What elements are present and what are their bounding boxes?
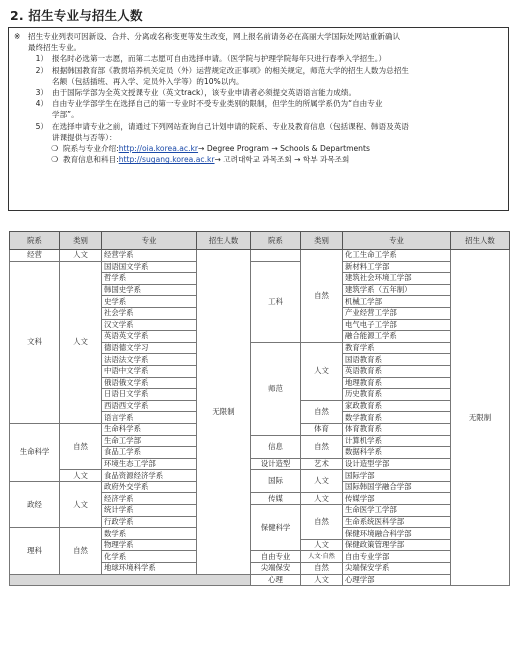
category-cell: 人文: [301, 342, 343, 400]
major-cell: 食品工学系: [102, 447, 197, 459]
major-cell: 建筑社会环境工学部: [343, 273, 451, 285]
major-cell: 西语西文学系: [102, 400, 197, 412]
table-header-row: [10, 232, 510, 250]
notice-mark: ※: [14, 32, 21, 41]
college-cell: 理科: [10, 528, 60, 574]
major-cell: 哲学系: [102, 273, 197, 285]
major-cell: 国际韩国学融合学部: [343, 481, 451, 493]
notice-item-1: 1） 报名时必选第一志愿，而第二志愿可自由选择申请。（医学院与护理学院每年只进行春季入学招生。）: [35, 54, 387, 64]
major-table: [9, 231, 510, 586]
college-cell: 经营: [10, 250, 60, 262]
quota-cell: 无限制: [451, 250, 510, 586]
major-cell: 国语教育系: [343, 354, 451, 366]
major-cell: 计算机学系: [343, 435, 451, 447]
college-cell: 政经: [10, 481, 60, 527]
major-cell: 教育学系: [343, 342, 451, 354]
major-cell: 经营学系: [102, 250, 197, 262]
major-cell: 数据科学系: [343, 447, 451, 459]
college-cell: 传媒: [251, 493, 301, 505]
college-cell: 师范: [251, 342, 301, 435]
notice-item-5: 5） 在选择申请专业之前，请通过下列网站查询自己计划申请的院系、专业及教育信息（包括课程、韩语及英语: [35, 121, 409, 131]
major-cell: 化学系: [102, 551, 197, 563]
college-cell: [251, 250, 301, 262]
major-cell: 传媒学部: [343, 493, 451, 505]
link-label: 院系与专业介绍:: [63, 144, 119, 154]
major-cell: 生命医学工学部: [343, 505, 451, 517]
notice-item-5-cont: 讲课提供与否等）：: [52, 132, 117, 142]
major-cell: 韩国史学系: [102, 284, 197, 296]
oia-link[interactable]: http://oia.korea.ac.kr: [118, 144, 199, 154]
major-cell: 汉文学系: [102, 319, 197, 331]
college-cell: 文科: [10, 261, 60, 423]
major-cell: 日语日文学系: [102, 389, 197, 401]
category-cell: 人文: [60, 481, 102, 527]
major-cell: 自由专业学部: [343, 551, 451, 563]
notice-intro-line1: 招生专业列表可因新设、合并、分离或名称变更等发生改变，网上报名前请务必在高丽大学国际处网站重新确认: [28, 32, 401, 41]
major-cell: 保健政策管理学部: [343, 539, 451, 551]
major-cell: 新材料工学部: [343, 261, 451, 273]
major-cell: 史学系: [102, 296, 197, 308]
major-cell: 生命工学部: [102, 435, 197, 447]
col-header-quota: 招生人数: [197, 232, 251, 250]
major-cell: 食品资源经济学系: [102, 470, 197, 482]
col-header-category: 类别: [301, 232, 343, 250]
major-cell: 国语国文学系: [102, 261, 197, 273]
col-header-college: 院系: [10, 232, 60, 250]
major-cell: 尖端保安学系: [343, 563, 451, 575]
category-cell: 自然: [60, 423, 102, 469]
link-path: → 고려대학교 과목조회 → 학부 과목조회: [214, 155, 350, 165]
category-cell: 人文: [60, 250, 102, 262]
major-cell: 体育教育系: [343, 423, 451, 435]
category-cell: 自然: [301, 400, 343, 423]
notice-item-4: 4） 自由专业学部学生在选择自己的第一专业时不受专业类别的限制，但学生的所属学系仍为“自由专业: [35, 99, 383, 109]
major-cell: 数学教育系: [343, 412, 451, 424]
circle-bullet-icon: ❍: [51, 144, 59, 154]
college-cell: 保健科学: [251, 505, 301, 551]
college-cell: 设计造型: [251, 458, 301, 470]
major-cell: 心理学部: [343, 574, 451, 586]
major-cell: 社会学系: [102, 307, 197, 319]
major-cell: 法语法文学系: [102, 354, 197, 366]
category-cell: 自然: [301, 505, 343, 540]
category-cell: 自然: [60, 528, 102, 574]
major-cell: 物理学系: [102, 539, 197, 551]
col-header-major: 专业: [102, 232, 197, 250]
link-row-oia: [51, 143, 503, 154]
notice-intro-line2: 最终招生专业。: [28, 43, 82, 53]
link-row-sugang: [51, 154, 503, 165]
category-cell: 艺术: [301, 458, 343, 470]
col-header-category: 类别: [60, 232, 102, 250]
section-title: 2. 招生专业与招生人数: [10, 8, 143, 23]
major-cell: 产业经营工学部: [343, 307, 451, 319]
major-cell: 德语德文学习: [102, 342, 197, 354]
major-cell: 政府外交学系: [102, 481, 197, 493]
college-cell: 尖端保安: [251, 563, 301, 575]
quota-cell: 无限制: [197, 250, 251, 575]
col-header-major: 专业: [343, 232, 451, 250]
category-cell: 自然: [301, 435, 343, 458]
table-row: [10, 250, 510, 262]
major-cell: 数学系: [102, 528, 197, 540]
major-cell: 电气电子工学部: [343, 319, 451, 331]
category-cell: 体育: [301, 423, 343, 435]
table-row: [10, 261, 510, 273]
col-header-college: 院系: [251, 232, 301, 250]
major-cell: 语言学系: [102, 412, 197, 424]
category-cell: 自然: [301, 563, 343, 575]
empty-gray-cell: [10, 574, 251, 586]
major-cell: 国际学部: [343, 470, 451, 482]
major-cell: 地理教育系: [343, 377, 451, 389]
major-cell: 融合能源工学系: [343, 331, 451, 343]
major-cell: 生命科学系: [102, 423, 197, 435]
major-cell: 地球环境科学系: [102, 563, 197, 575]
major-cell: 建筑学系（五年制）: [343, 284, 451, 296]
notice-item-2: 2） 根据韩国教育部《教贯培养机关定员（外）运营规定改正事项》的相关规定，师范大学的招生人数为总招生: [35, 65, 409, 75]
college-cell: 信息: [251, 435, 301, 458]
category-cell: 人文·自然: [301, 551, 343, 563]
major-cell: 生命系统医科学部: [343, 516, 451, 528]
category-cell: 人文: [301, 470, 343, 493]
major-cell: 俄语俄文学系: [102, 377, 197, 389]
college-cell: 心理: [251, 574, 301, 586]
major-cell: 化工生命工学系: [343, 250, 451, 262]
category-cell: 人文: [301, 493, 343, 505]
college-cell: 工科: [251, 261, 301, 342]
major-cell: 设计造型学部: [343, 458, 451, 470]
major-cell: 经济学系: [102, 493, 197, 505]
college-cell: 生命科学: [10, 423, 60, 481]
circle-bullet-icon: ❍: [51, 155, 59, 165]
major-cell: 环境生态工学部: [102, 458, 197, 470]
table-row: [10, 470, 510, 482]
link-label: 教育信息和科目:: [63, 155, 119, 165]
link-path: → Degree Program → Schools & Departments: [198, 144, 370, 154]
college-cell: 自由专业: [251, 551, 301, 563]
major-cell: 英语英文学系: [102, 331, 197, 343]
major-cell: 统计学系: [102, 505, 197, 517]
table-row: [10, 574, 510, 586]
major-cell: 中语中文学系: [102, 365, 197, 377]
sugang-link[interactable]: http://sugang.korea.ac.kr: [118, 155, 215, 165]
major-cell: 行政学系: [102, 516, 197, 528]
notice-item-2-cont: 名额（包括插班、再入学、定员外入学等）的10%以内。: [52, 76, 244, 86]
major-cell: 历史教育系: [343, 389, 451, 401]
category-cell: 人文: [301, 539, 343, 551]
major-cell: 机械工学部: [343, 296, 451, 308]
major-cell: 英语教育系: [343, 365, 451, 377]
major-cell: 保健环境融合科学部: [343, 528, 451, 540]
col-header-quota: 招生人数: [451, 232, 510, 250]
major-cell: 家政教育系: [343, 400, 451, 412]
category-cell: 自然: [301, 250, 343, 343]
college-cell: 国际: [251, 470, 301, 493]
category-cell: 人文: [301, 574, 343, 586]
notice-item-3: 3） 由于国际学部为全英文授课专业（英文track），该专业申请者必须提交英语语言能力成绩。: [35, 88, 357, 98]
notice-box: [8, 27, 509, 211]
notice-item-4-cont: 学部”。: [52, 110, 79, 120]
category-cell: 人文: [60, 261, 102, 423]
category-cell: 人文: [60, 470, 102, 482]
